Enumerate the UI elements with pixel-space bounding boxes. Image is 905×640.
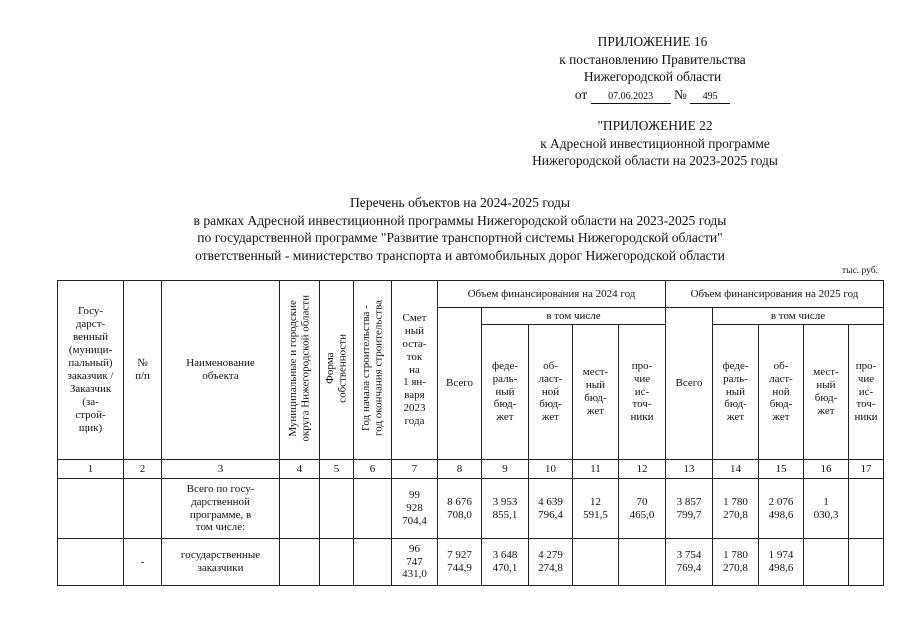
cell-num: - xyxy=(124,539,162,586)
col-number: 9 xyxy=(482,460,529,479)
cell-federal-2025: 1 780 270,8 xyxy=(713,479,759,539)
cell-federal-2025: 1 780 270,8 xyxy=(713,539,759,586)
col-number: 1 xyxy=(58,460,124,479)
cell-regional-2025: 1 974 498,6 xyxy=(759,539,804,586)
col-number: 5 xyxy=(320,460,354,479)
header-municipal xyxy=(280,281,320,460)
cell-federal-2024: 3 953 855,1 xyxy=(482,479,529,539)
cell-other-2025 xyxy=(849,479,884,539)
title-line-3: по государственной программе "Развитие транспортной системы Нижегородской области" xyxy=(197,230,723,246)
col-number: 4 xyxy=(280,460,320,479)
col-number: 15 xyxy=(759,460,804,479)
cell-ownership xyxy=(320,539,354,586)
col-number: 11 xyxy=(573,460,619,479)
cell-local-2025: 1 030,3 xyxy=(804,479,849,539)
header-years xyxy=(354,281,392,460)
cell-ownership xyxy=(320,479,354,539)
title-line-2: в рамках Адресной инвестиционной программы Нижегородской области на 2023-2025 годы xyxy=(193,212,727,228)
col-number: 14 xyxy=(713,460,759,479)
header-ownership-text: Форма собственности xyxy=(324,333,349,403)
cell-total-2024: 8 676 708,0 xyxy=(438,479,482,539)
header-ownership xyxy=(320,281,354,460)
cell-local-2024: 12 591,5 xyxy=(573,479,619,539)
header-years-text: Год начала строительства - год окончания строительства xyxy=(360,300,385,437)
cell-other-2025 xyxy=(849,539,884,586)
header-num: № п/п xyxy=(124,281,162,460)
cell-other-2024: 70 465,0 xyxy=(619,479,666,539)
col-number: 12 xyxy=(619,460,666,479)
header-federal-2024: феде- раль- ный бюд- жет xyxy=(482,325,529,460)
cell-regional-2025: 2 076 498,6 xyxy=(759,479,804,539)
title-line-4: ответственный - министерство транспорта и автомобильных дорог Нижегородской области xyxy=(195,247,725,263)
header-municipal-text: Муниципальные и городские округа Нижегородской области xyxy=(287,294,312,442)
appendix-line-resolution: к постановлению Правительства xyxy=(559,51,746,67)
header-customer: Госу- дарст- венный (муници- пальный) заказчик / Заказчик (за- строй- щик) xyxy=(58,281,124,460)
col-number: 8 xyxy=(438,460,482,479)
appendix-title: ПРИЛОЖЕНИЕ 16 xyxy=(597,34,708,49)
cell-name: Всего по госу- дарственной программе, в том числе: xyxy=(162,479,280,539)
resolution-number: 495 xyxy=(690,91,730,104)
cell-local-2025 xyxy=(804,539,849,586)
appendix-line-region: Нижегородской области xyxy=(583,69,722,85)
col-number: 7 xyxy=(392,460,438,479)
cell-total-2025: 3 857 799,7 xyxy=(666,479,713,539)
header-fin-2024: Объем финансирования на 2024 год xyxy=(438,281,666,308)
cell-local-2024 xyxy=(573,539,619,586)
appendix22-title: "ПРИЛОЖЕНИЕ 22 xyxy=(597,118,713,133)
resolution-date: 07.06.2023 xyxy=(591,91,671,104)
header-total-2024: Всего xyxy=(438,308,482,460)
document-title xyxy=(130,194,790,264)
units-label: тыс. руб. xyxy=(842,266,878,276)
from-label: от xyxy=(574,86,588,102)
col-number: 16 xyxy=(804,460,849,479)
appendix-header xyxy=(530,33,775,104)
col-number: 2 xyxy=(124,460,162,479)
header-total-2025: Всего xyxy=(666,308,713,460)
table-row xyxy=(58,479,884,539)
header-including-2024: в том числе xyxy=(482,308,666,325)
cell-years xyxy=(354,539,392,586)
header-name: Наименование объекта xyxy=(162,281,280,460)
cell-municipal xyxy=(280,479,320,539)
number-label: № xyxy=(673,86,687,102)
cell-remainder: 99 928 704,4 xyxy=(392,479,438,539)
cell-num xyxy=(124,479,162,539)
header-other-2024: про- чие ис- точ- ники xyxy=(619,325,666,460)
header-regional-2025: об- ласт- ной бюд- жет xyxy=(759,325,804,460)
column-number-row xyxy=(58,460,884,479)
col-number: 3 xyxy=(162,460,280,479)
col-number: 13 xyxy=(666,460,713,479)
col-number: 10 xyxy=(529,460,573,479)
header-other-2025: про- чие ис- точ- ники xyxy=(849,325,884,460)
header-including-2025: в том числе xyxy=(713,308,884,325)
appendix22-line-years: Нижегородской области на 2023-2025 годы xyxy=(532,153,778,169)
cell-regional-2024: 4 639 796,4 xyxy=(529,479,573,539)
cell-other-2024 xyxy=(619,539,666,586)
header-remainder: Смет ный оста- ток на 1 ян- варя 2023 года xyxy=(392,281,438,460)
table-row xyxy=(58,539,884,586)
header-local-2025: мест- ный бюд- жет xyxy=(804,325,849,460)
cell-name: государственные заказчики xyxy=(162,539,280,586)
cell-remainder: 96 747 431,0 xyxy=(392,539,438,586)
cell-municipal xyxy=(280,539,320,586)
objects-table xyxy=(57,280,884,586)
appendix22-header xyxy=(480,117,830,170)
col-number: 17 xyxy=(849,460,884,479)
header-local-2024: мест- ный бюд- жет xyxy=(573,325,619,460)
header-federal-2025: феде- раль- ный бюд- жет xyxy=(713,325,759,460)
cell-total-2024: 7 927 744,9 xyxy=(438,539,482,586)
cell-customer xyxy=(58,479,124,539)
title-line-1: Перечень объектов на 2024-2025 годы xyxy=(349,195,571,210)
header-fin-2025: Объем финансирования на 2025 год xyxy=(666,281,884,308)
cell-customer xyxy=(58,539,124,586)
appendix22-line-program: к Адресной инвестиционной программе xyxy=(540,135,770,151)
cell-regional-2024: 4 279 274,8 xyxy=(529,539,573,586)
cell-total-2025: 3 754 769,4 xyxy=(666,539,713,586)
cell-years xyxy=(354,479,392,539)
appendix-date-line xyxy=(530,86,775,104)
header-regional-2024: об- ласт- ной бюд- жет xyxy=(529,325,573,460)
cell-federal-2024: 3 648 470,1 xyxy=(482,539,529,586)
col-number: 6 xyxy=(354,460,392,479)
